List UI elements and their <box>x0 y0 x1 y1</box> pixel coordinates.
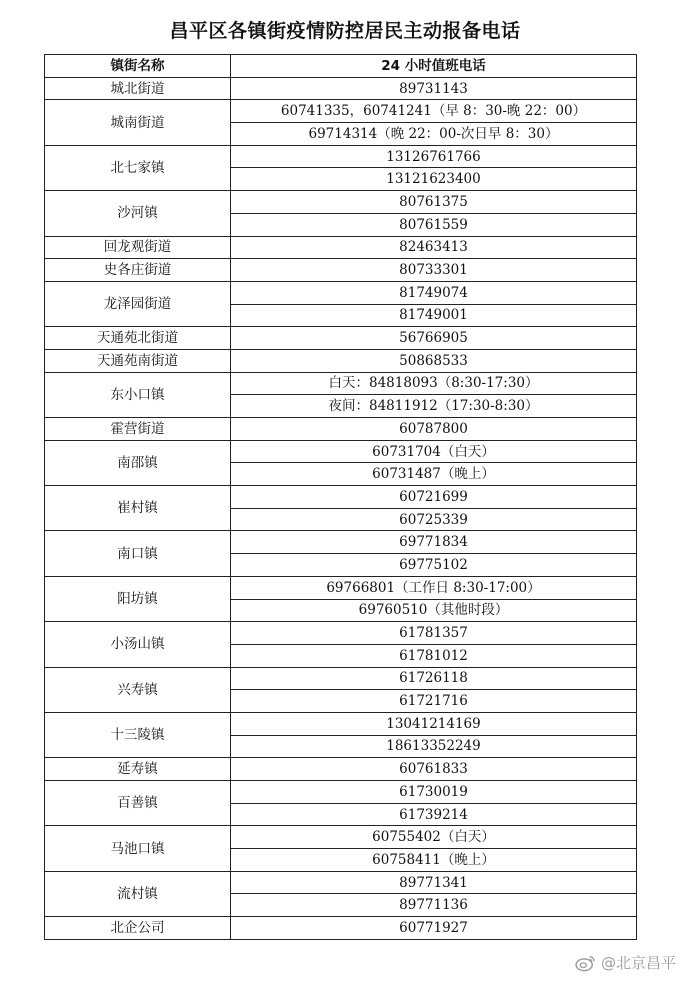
table-row <box>45 77 637 100</box>
phone-cell: 61781357 <box>231 622 637 645</box>
table-header-row <box>45 55 637 78</box>
town-name-cell: 十三陵镇 <box>45 712 231 757</box>
phone-cell: 61721716 <box>231 690 637 713</box>
phone-cell: 81749001 <box>231 304 637 327</box>
phone-cell: 60721699 <box>231 486 637 509</box>
table-row <box>45 236 637 259</box>
table-row <box>45 758 637 781</box>
town-name-cell: 南口镇 <box>45 531 231 576</box>
phone-cell: 夜间：84811912（17:30-8:30） <box>231 395 637 418</box>
town-name-cell: 阳坊镇 <box>45 576 231 621</box>
phone-cell: 60761833 <box>231 758 637 781</box>
table-row <box>45 191 637 214</box>
column-header-name: 镇街名称 <box>45 55 231 78</box>
town-name-cell: 城南街道 <box>45 100 231 145</box>
table-row <box>45 781 637 804</box>
phone-cell: 13121623400 <box>231 168 637 191</box>
watermark-text: @北京昌平 <box>600 954 676 972</box>
table-row <box>45 259 637 282</box>
phone-cell: 60731487（晚上） <box>231 463 637 486</box>
phone-cell: 61781012 <box>231 644 637 667</box>
phone-cell: 81749074 <box>231 281 637 304</box>
phone-cell: 80761559 <box>231 213 637 236</box>
town-name-cell: 北企公司 <box>45 917 231 940</box>
table-row <box>45 667 637 690</box>
town-name-cell: 龙泽园街道 <box>45 281 231 326</box>
phone-cell: 61730019 <box>231 781 637 804</box>
phone-cell: 60741335，60741241（早 8：30-晚 22：00） <box>231 100 637 123</box>
table-row <box>45 281 637 304</box>
phone-cell: 18613352249 <box>231 735 637 758</box>
town-name-cell: 北七家镇 <box>45 145 231 190</box>
phone-cell: 69775102 <box>231 554 637 577</box>
table-row <box>45 917 637 940</box>
town-name-cell: 城北街道 <box>45 77 231 100</box>
watermark <box>575 952 676 973</box>
table-row <box>45 145 637 168</box>
table-row <box>45 826 637 849</box>
town-name-cell: 东小口镇 <box>45 372 231 417</box>
town-name-cell: 马池口镇 <box>45 826 231 871</box>
phone-cell: 82463413 <box>231 236 637 259</box>
phone-cell: 89731143 <box>231 77 637 100</box>
town-name-cell: 沙河镇 <box>45 191 231 236</box>
table-row <box>45 531 637 554</box>
town-name-cell: 兴寿镇 <box>45 667 231 712</box>
phone-cell: 61739214 <box>231 803 637 826</box>
phone-cell: 89771341 <box>231 871 637 894</box>
town-name-cell: 流村镇 <box>45 871 231 916</box>
phone-cell: 69714314（晚 22：00-次日早 8：30） <box>231 123 637 146</box>
town-name-cell: 小汤山镇 <box>45 622 231 667</box>
weibo-icon <box>575 954 597 972</box>
town-name-cell: 崔村镇 <box>45 486 231 531</box>
town-name-cell: 回龙观街道 <box>45 236 231 259</box>
phone-cell: 61726118 <box>231 667 637 690</box>
phone-cell: 69760510（其他时段） <box>231 599 637 622</box>
table-row <box>45 418 637 441</box>
phone-cell: 60755402（白天） <box>231 826 637 849</box>
hotline-table <box>44 54 637 940</box>
phone-cell: 56766905 <box>231 327 637 350</box>
town-name-cell: 史各庄街道 <box>45 259 231 282</box>
phone-cell: 60758411（晚上） <box>231 849 637 872</box>
phone-cell: 50868533 <box>231 349 637 372</box>
phone-cell: 60771927 <box>231 917 637 940</box>
table-row <box>45 712 637 735</box>
table-row <box>45 576 637 599</box>
table-row <box>45 327 637 350</box>
phone-cell: 60731704（白天） <box>231 440 637 463</box>
phone-cell: 69766801（工作日 8:30-17:00） <box>231 576 637 599</box>
phone-cell: 80733301 <box>231 259 637 282</box>
phone-cell: 89771136 <box>231 894 637 917</box>
town-name-cell: 霍营街道 <box>45 418 231 441</box>
phone-cell: 白天：84818093（8:30-17:30） <box>231 372 637 395</box>
town-name-cell: 百善镇 <box>45 781 231 826</box>
phone-cell: 60787800 <box>231 418 637 441</box>
table-row <box>45 486 637 509</box>
phone-cell: 13126761766 <box>231 145 637 168</box>
phone-cell: 80761375 <box>231 191 637 214</box>
phone-cell: 69771834 <box>231 531 637 554</box>
town-name-cell: 南邵镇 <box>45 440 231 485</box>
town-name-cell: 天通苑南街道 <box>45 349 231 372</box>
table-row <box>45 100 637 123</box>
column-header-phone: 24 小时值班电话 <box>231 55 637 78</box>
phone-cell: 60725339 <box>231 508 637 531</box>
table-row <box>45 871 637 894</box>
table-row <box>45 440 637 463</box>
table-row <box>45 349 637 372</box>
table-row <box>45 372 637 395</box>
town-name-cell: 天通苑北街道 <box>45 327 231 350</box>
page-title: 昌平区各镇街疫情防控居民主动报备电话 <box>169 20 521 42</box>
table-row <box>45 622 637 645</box>
town-name-cell: 延寿镇 <box>45 758 231 781</box>
phone-cell: 13041214169 <box>231 712 637 735</box>
